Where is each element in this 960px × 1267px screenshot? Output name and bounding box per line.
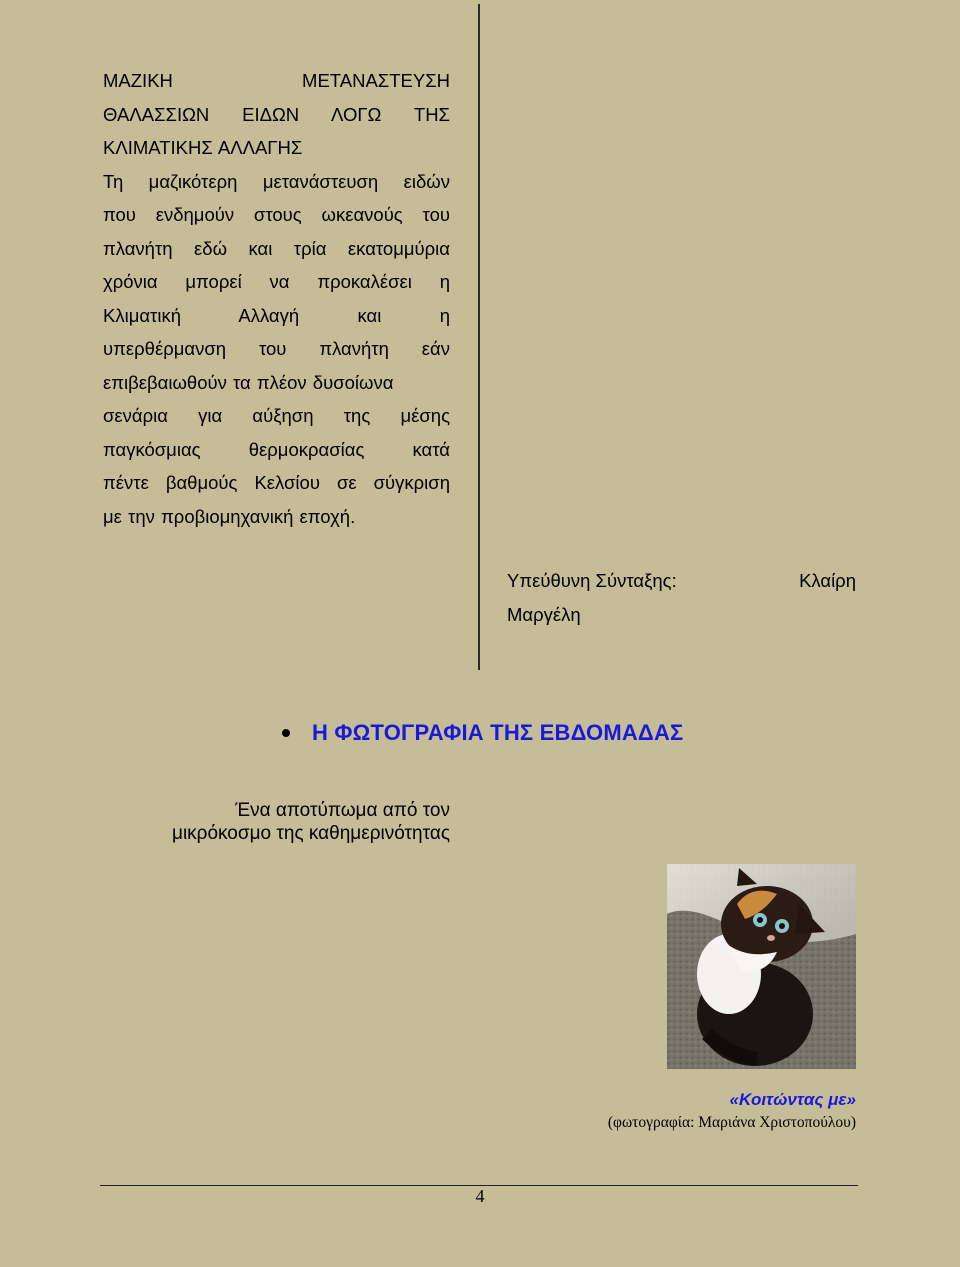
article-title-line-2: ΘΑΛΑΣΣΙΩΝ ΕΙΔΩΝ ΛΟΓΩ ΤΗΣ: [103, 103, 450, 125]
photo-subtitle-line-2: μικρόκοσμο της καθημερινότητας: [172, 823, 450, 844]
photo-subtitle-line-1: Ένα αποτύπωμα από τον: [235, 800, 450, 821]
cat-photo: [667, 864, 856, 1069]
article-body-line-6: υπερθέρμανση του πλανήτη εάν: [103, 338, 450, 359]
article-body-line-7: επιβεβαιωθούν τα πλέον δυσοίωνα: [103, 371, 394, 393]
article-title-line-3: ΚΛΙΜΑΤΙΚΗΣ ΑΛΛΑΓΗΣ: [103, 137, 303, 158]
article: [103, 64, 450, 533]
article-body-line-2: που ενδημούν στους ωκεανούς του: [103, 204, 450, 225]
article-body-line-3: πλανήτη εδώ και τρία εκατομμύρια: [103, 237, 450, 259]
cat-illustration: [667, 864, 856, 1069]
photo-caption-credit: (φωτογραφία: Μαριάνα Χριστοπούλου): [607, 1114, 856, 1131]
article-body-line-9: παγκόσμιας θερμοκρασίας κατά: [103, 438, 450, 460]
photo-subtitle: [100, 799, 450, 845]
article-body-line-1: Τη μαζικότερη μετανάστευση ειδών: [103, 170, 450, 192]
bullet-icon: [282, 729, 290, 737]
author-first-name: Κλαίρη: [799, 570, 856, 591]
article-body-line-8: σενάρια για αύξηση της μέσης: [103, 405, 450, 426]
photo-of-week-heading: [282, 720, 683, 746]
article-title-line-1: ΜΑΖΙΚΗ ΜΕΤΑΝΑΣΤΕΥΣΗ: [103, 70, 450, 91]
page-number: 4: [475, 1186, 485, 1206]
article-body-line-10: πέντε βαθμούς Κελσίου σε σύγκριση: [103, 472, 450, 493]
author-last-name: Μαργέλη: [507, 604, 581, 625]
column-divider: [478, 4, 480, 670]
photo-caption-title: «Κοιτώντας με»: [729, 1090, 856, 1109]
author-credit: [507, 564, 856, 632]
author-label: Υπεύθυνη Σύνταξης:: [507, 570, 677, 591]
article-body-line-11: με την προβιομηχανική εποχή.: [103, 505, 356, 527]
article-body-line-5: Κλιματική Αλλαγή και η: [103, 304, 450, 326]
article-body-line-4: χρόνια μπορεί να προκαλέσει η: [103, 271, 450, 292]
photo-heading-text: Η ΦΩΤΟΓΡΑΦΙΑ ΤΗΣ ΕΒΔΟΜΑΔΑΣ: [312, 720, 684, 745]
photo-caption: [560, 1088, 856, 1134]
